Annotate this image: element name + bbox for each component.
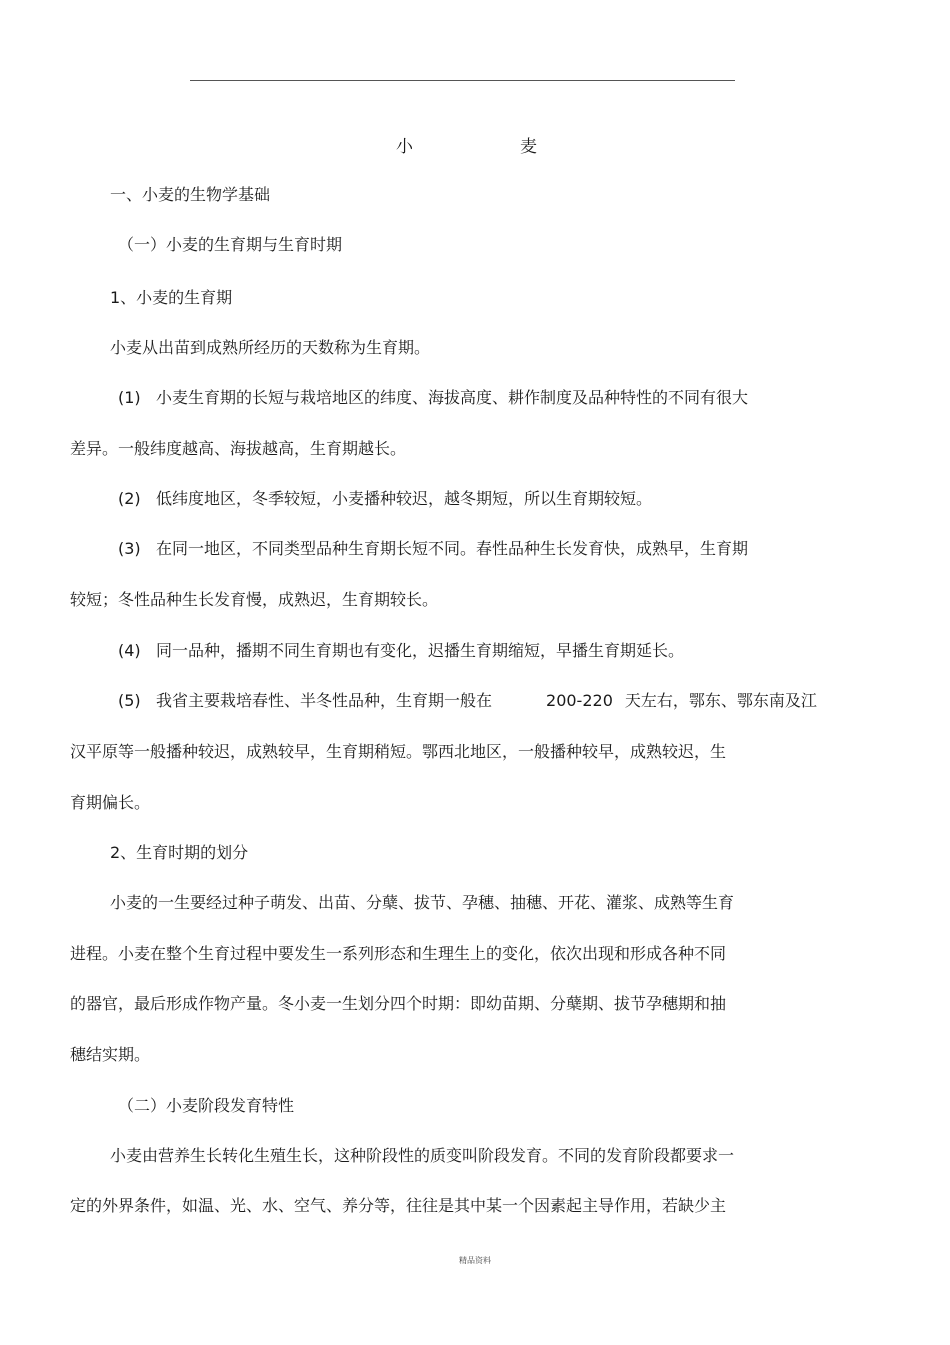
subsection-heading-1: （一）小麦的生育期与生育时期 [118, 235, 343, 254]
section-heading-1: 一、小麦的生物学基础 [110, 185, 271, 204]
list-item-text: 在同一地区，不同类型品种生育期长短不同。春性品种生长发育快，成熟早，生育期 [156, 539, 749, 558]
list-item-1 [118, 387, 748, 409]
list-item-3-cont: 较短；冬性品种生长发育慢，成熟迟，生育期较长。 [70, 590, 439, 609]
paragraph-3-line-2: 定的外界条件，如温、光、水、空气、养分等，往往是其中某一个因素起主导作用，若缺少主 [70, 1196, 727, 1215]
title-char-1: 小 [396, 137, 413, 157]
paragraph-2-line-3: 的器官，最后形成作物产量。冬小麦一生划分四个时期：即幼苗期、分蘖期、拔节孕穗期和抽 [70, 994, 727, 1013]
page-footer: 精品资料 [459, 1256, 491, 1265]
list-item-number: (3) [118, 539, 141, 558]
title-char-2: 麦 [520, 137, 537, 157]
list-item-number: (4) [118, 641, 141, 660]
subsection-heading-2: （二）小麦阶段发育特性 [118, 1096, 295, 1115]
list-item-number: (1) [118, 388, 141, 407]
list-item-text-end: 天左右，鄂东、鄂东南及江 [624, 691, 817, 710]
paragraph-3-line-1: 小麦由营养生长转化生殖生长，这种阶段性的质变叫阶段发育。不同的发育阶段都要求一 [110, 1146, 735, 1165]
paragraph-2-line-4: 穗结实期。 [70, 1045, 151, 1064]
list-item-1-cont: 差异。一般纬度越高、海拔越高，生育期越长。 [70, 439, 407, 458]
list-item-text: 同一品种，播期不同生育期也有变化，迟播生育期缩短，早播生育期延长。 [156, 641, 685, 660]
list-item-3 [118, 538, 748, 560]
subheading-1: 1、小麦的生育期 [110, 288, 233, 307]
list-item-5-cont-1: 汉平原等一般播种较迟，成熟较早，生育期稍短。鄂西北地区，一般播种较早，成熟较迟，生 [70, 742, 727, 761]
list-item-range: 200-220 [546, 691, 613, 710]
list-item-text: 我省主要栽培春性、半冬性品种，生育期一般在 [156, 691, 493, 710]
paragraph-2-line-2: 进程。小麦在整个生育过程中要发生一系列形态和生理生上的变化，依次出现和形成各种不同 [70, 944, 727, 963]
list-item-text: 低纬度地区，冬季较短，小麦播种较迟，越冬期短，所以生育期较短。 [156, 489, 653, 508]
list-item-2 [118, 488, 652, 510]
paragraph-1: 小麦从出苗到成熟所经历的天数称为生育期。 [110, 338, 431, 357]
list-item-number: (2) [118, 489, 141, 508]
subheading-2: 2、生育时期的划分 [110, 843, 249, 862]
list-item-number: (5) [118, 691, 141, 710]
list-item-4 [118, 640, 684, 662]
list-item-5-cont-2: 育期偏长。 [70, 793, 151, 812]
list-item-text: 小麦生育期的长短与栽培地区的纬度、海拔高度、耕作制度及品种特性的不同有很大 [156, 388, 749, 407]
header-rule [190, 80, 735, 81]
list-item-5 [118, 690, 817, 712]
paragraph-2-line-1: 小麦的一生要经过种子萌发、出苗、分蘖、拔节、孕穗、抽穗、开花、灌浆、成熟等生育 [110, 893, 735, 912]
